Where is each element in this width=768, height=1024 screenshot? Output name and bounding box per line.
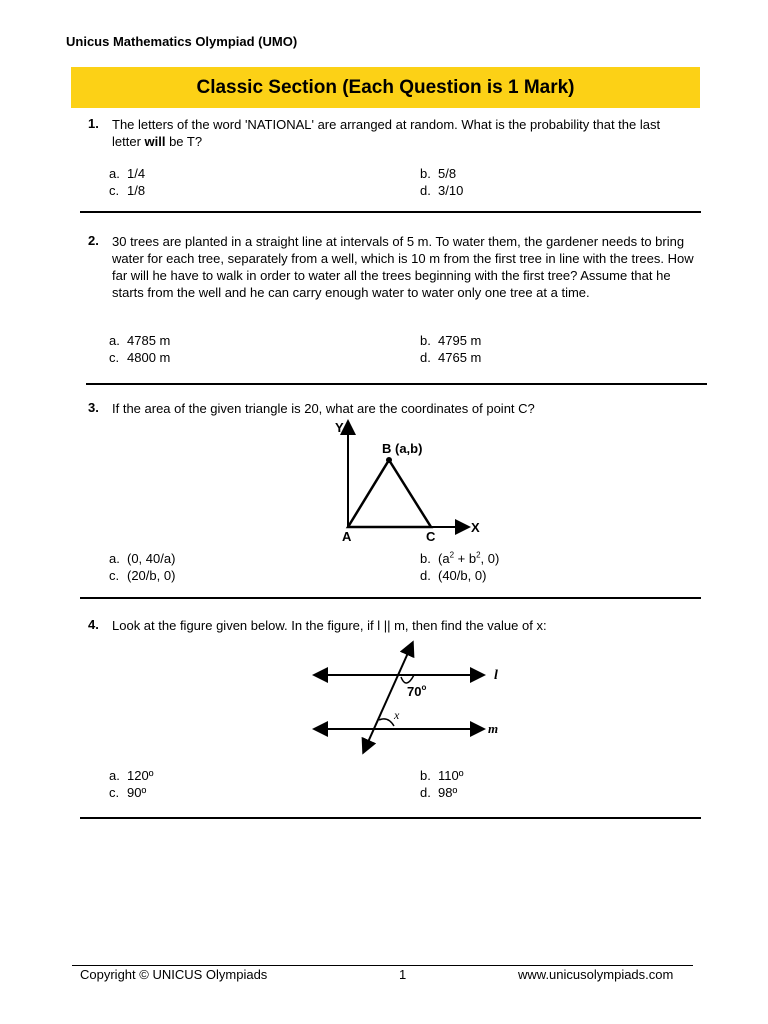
angle-70-label: 70$^o$ — [407, 683, 427, 699]
option-a[interactable]: a. 1/4 — [109, 166, 146, 181]
option-b[interactable]: b. 4795 m — [420, 333, 482, 348]
point-a-label: A — [342, 529, 352, 544]
option-d[interactable]: d. (40/b, 0) — [420, 568, 487, 583]
parallel-lines-figure — [310, 640, 510, 758]
footer-rule — [72, 965, 693, 966]
divider — [80, 597, 701, 599]
footer-page-number: 1 — [399, 967, 407, 982]
section-banner — [71, 67, 700, 108]
option-c[interactable]: c. (20/b, 0) — [109, 568, 176, 583]
angle-x-arc — [379, 719, 394, 726]
triangle-figure — [325, 415, 495, 545]
point-b-label: B (a,b) — [382, 441, 423, 456]
question-number: 2. — [88, 233, 99, 248]
option-c[interactable]: c. 4800 m — [109, 350, 171, 365]
organization-title: Unicus Mathematics Olympiad (UMO) — [66, 34, 298, 49]
option-d[interactable]: d. 3/10 — [420, 183, 464, 198]
line-l-label: l — [494, 668, 498, 683]
option-d[interactable]: d. 4765 m — [420, 350, 482, 365]
point-b-dot — [386, 457, 392, 463]
divider — [86, 383, 707, 385]
option-c[interactable]: c. 90º — [109, 785, 147, 800]
line-m-label: m — [488, 721, 499, 736]
option-b[interactable]: b. 110º — [420, 768, 464, 783]
question-text: 30 trees are planted in a straight line at intervals of 5 m. To water them, the gardener needs to bring water for each tree, separately from a well, which is 10 m from the first tree in line with the trees. How far will he have to walk in order to water all the trees beginning with the first tree? Assume that he starts from the well and he can carry enough water to water only one tree at a time. — [112, 234, 694, 300]
divider — [80, 817, 701, 819]
y-axis-label: Y — [335, 420, 344, 435]
angle-70-arc — [401, 675, 414, 683]
angle-x-label: x — [394, 708, 400, 722]
option-d[interactable]: d. 98º — [420, 785, 458, 800]
triangle-shape — [348, 460, 431, 527]
section-title: Classic Section (Each Question is 1 Mark) — [196, 76, 575, 98]
emphasis: will — [144, 134, 166, 149]
option-a[interactable]: a. 4785 m — [109, 333, 171, 348]
question-text: Look at the figure given below. In the figure, if l || m, then find the value of x: — [112, 618, 547, 633]
transversal-line — [364, 644, 412, 751]
point-c-label: C — [426, 529, 436, 544]
option-b[interactable]: b. 5/8 — [420, 166, 457, 181]
question-number: 4. — [88, 617, 99, 632]
question-text: If the area of the given triangle is 20, what are the coordinates of point C? — [112, 401, 535, 416]
question-number: 1. — [88, 116, 99, 131]
divider — [80, 211, 701, 213]
x-axis-label: X — [471, 520, 480, 535]
option-c[interactable]: c. 1/8 — [109, 183, 146, 198]
option-a[interactable]: a. 120º — [109, 768, 154, 783]
question-text: The letters of the word 'NATIONAL' are arranged at random. What is the probability that the last letter will be T? — [112, 117, 661, 149]
option-a[interactable]: a. (0, 40/a) — [109, 551, 176, 566]
footer-copyright: Copyright © UNICUS Olympiads — [80, 967, 268, 982]
footer-website[interactable]: www.unicusolympiads.com — [518, 967, 674, 982]
option-b[interactable]: b. ($a^2 + b^2$, 0) — [420, 550, 500, 566]
question-number: 3. — [88, 400, 99, 415]
